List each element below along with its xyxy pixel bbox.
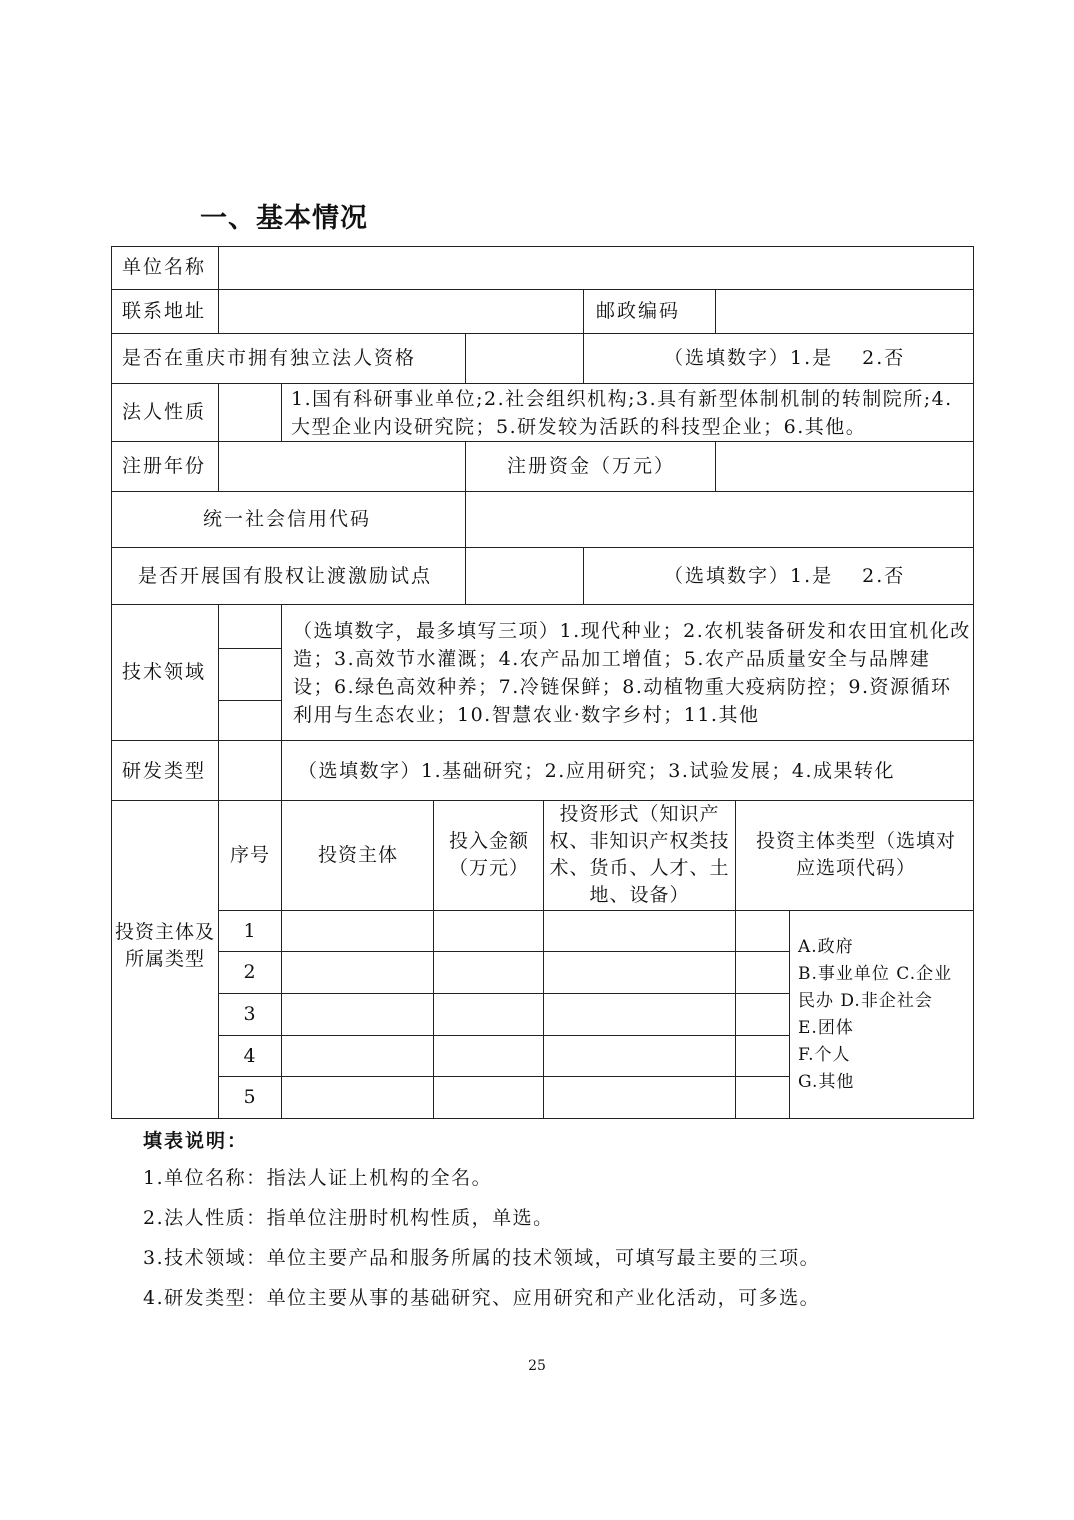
- note-item: 2.法人性质：指单位注册时机构性质，单选。: [143, 1207, 554, 1229]
- investor-row-seq: 2: [243, 961, 257, 983]
- investor-row-seq: 1: [243, 920, 257, 942]
- legal-status-hint: （选填数字）1.是 2.否: [664, 347, 906, 369]
- note-item: 1.单位名称：指法人证上机构的全名。: [143, 1167, 493, 1189]
- tech-field-options: （选填数字，最多填写三项）1.现代种业；2.农机装备研发和农田宜机化改造；3.高效节水灌溉；4.农产品加工增值；5.农产品质量安全与品牌建设；6.绿色高效种养；7.冷链保鲜；8.动植物重大疫病防控；9.资源循环利用与生态农业；10.智慧农业·数字乡村；11.其他: [293, 620, 971, 726]
- type-code: A.政府: [798, 937, 854, 957]
- investor-type-codes: [798, 934, 952, 1096]
- legal-status-label: 是否在重庆市拥有独立法人资格: [122, 347, 417, 369]
- rd-type-options: （选填数字）1.基础研究；2.应用研究；3.试验发展；4.成果转化: [298, 760, 896, 782]
- notes-heading: 填表说明：: [143, 1130, 249, 1152]
- filling-notes: [143, 1126, 820, 1323]
- credit-code-label: 统一社会信用代码: [203, 508, 372, 530]
- header-amount: 投入金额（万元）: [448, 830, 529, 879]
- type-code: B.事业单位 C.企业: [798, 964, 953, 984]
- postcode-label: 邮政编码: [596, 300, 681, 322]
- equity-pilot-hint: （选填数字）1.是 2.否: [664, 565, 906, 587]
- section-title: 一、基本情况: [200, 203, 368, 234]
- type-code: F.个人: [798, 1045, 851, 1065]
- investor-row-seq: 5: [243, 1086, 257, 1108]
- type-code: 民办 D.非企社会: [798, 991, 933, 1011]
- legal-nature-label: 法人性质: [122, 401, 207, 423]
- type-code: G.其他: [798, 1072, 855, 1092]
- note-item: 4.研发类型：单位主要从事的基础研究、应用研究和产业化活动，可多选。: [143, 1287, 821, 1309]
- reg-capital-label: 注册资金（万元）: [507, 455, 676, 477]
- rd-type-label: 研发类型: [122, 760, 207, 782]
- note-item: 3.技术领域：单位主要产品和服务所属的技术领域，可填写最主要的三项。: [143, 1247, 821, 1269]
- equity-pilot-label: 是否开展国有股权让渡激励试点: [138, 565, 433, 587]
- investor-label: 投资主体及所属类型: [114, 921, 215, 970]
- investor-row-seq: 3: [243, 1003, 257, 1025]
- header-subject: 投资主体: [317, 844, 398, 866]
- address-label: 联系地址: [122, 300, 207, 322]
- type-code: E.团体: [798, 1018, 854, 1038]
- page-number: 25: [528, 1358, 546, 1374]
- unit-name-label: 单位名称: [122, 256, 207, 278]
- legal-nature-options: 1.国有科研事业单位;2.社会组织机构;3.具有新型体制机制的转制院所;4.大型企业内设研究院；5.研发较为活跃的科技型企业；6.其他。: [291, 388, 953, 438]
- header-type: 投资主体类型（选填对应选项代码）: [755, 830, 956, 879]
- header-seq: 序号: [229, 844, 270, 866]
- reg-year-label: 注册年份: [122, 455, 207, 477]
- header-form: 投资形式（知识产权、非知识产权类技术、货币、人才、土地、设备）: [549, 803, 730, 906]
- investor-row-seq: 4: [243, 1045, 257, 1067]
- tech-field-label: 技术领域: [122, 661, 207, 683]
